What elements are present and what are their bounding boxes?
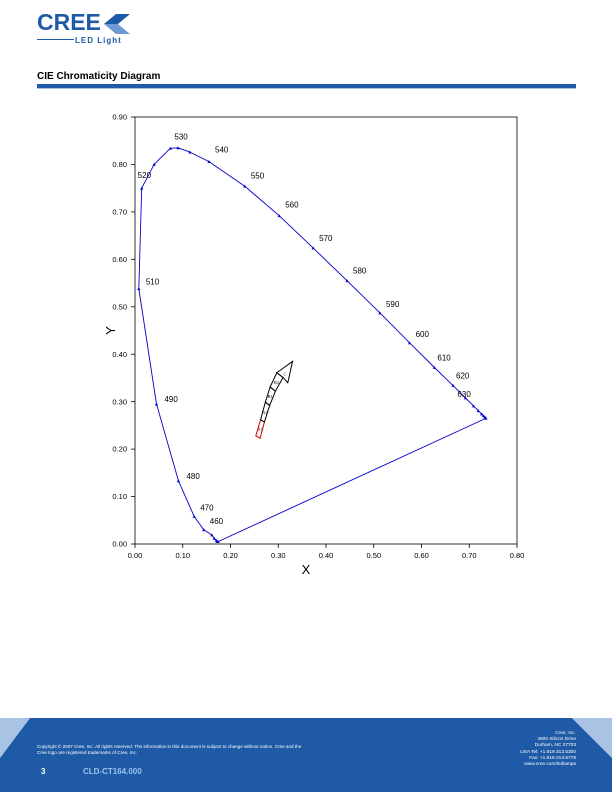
y-tick-label: 0.80: [112, 160, 127, 170]
x-tick-label: 0.50: [366, 551, 382, 560]
wavelength-label: 530: [174, 132, 188, 142]
y-tick-label: 0.30: [112, 397, 127, 407]
header-rule-light: [37, 88, 576, 89]
y-tick-label: 0.70: [112, 207, 127, 217]
locus-point: [140, 187, 143, 190]
wavelength-label: 520: [137, 171, 152, 181]
bin-label: B1: [267, 394, 273, 400]
wavelength-label: 580: [353, 266, 367, 276]
address-line: Durham, NC 27703: [534, 743, 576, 749]
locus-point: [193, 515, 196, 518]
bin-label: B2: [273, 379, 279, 385]
address-line: Cree, Inc.: [555, 731, 576, 736]
wavelength-label: 550: [250, 171, 265, 181]
y-tick-label: 0.10: [112, 492, 127, 502]
logo-wordmark: CREE: [37, 9, 101, 35]
address-line: USA Tel: +1.919.313.5300: [520, 749, 576, 755]
wavelength-label: 470: [200, 503, 214, 513]
address-line: 4600 Silicon Drive: [537, 737, 576, 743]
y-axis-label: Y: [103, 326, 118, 335]
y-tick-label: 0.60: [112, 254, 127, 264]
x-tick-label: 0.80: [509, 551, 525, 560]
copyright-line-1: Copyright © 2007 Cree, Inc. All rights reserved. The information in this document is subject to change without notice. Cree and the: [37, 744, 302, 749]
copyright-line-2: Cree logo are registered trademarks of Cree, Inc.: [37, 750, 138, 755]
wavelength-label: 510: [145, 277, 160, 287]
locus-point: [177, 479, 180, 482]
company-address: [520, 731, 576, 768]
x-tick-label: 0.30: [270, 551, 286, 560]
bin-label: A1: [257, 426, 263, 432]
wavelength-label: 490: [164, 395, 178, 405]
locus-point: [155, 402, 158, 405]
logo-underline: [37, 39, 74, 40]
logo-subtitle: LED Light: [75, 36, 122, 45]
address-line: Fax: +1.919.313.5778: [529, 755, 576, 761]
document-id: CLD-CT164.000: [83, 767, 142, 776]
bin-label: C: [283, 371, 287, 377]
footer-fold-right: [572, 718, 612, 758]
y-tick-label: 0.20: [112, 444, 127, 454]
chart-axes: [112, 113, 524, 560]
locus-point: [137, 287, 140, 290]
page-number: 3: [41, 767, 46, 776]
y-tick-label: 0.50: [112, 302, 127, 312]
wavelength-label: 570: [319, 233, 333, 243]
wavelength-label: 540: [215, 145, 229, 155]
x-tick-label: 0.70: [461, 551, 477, 560]
wavelength-labels: [138, 132, 472, 525]
y-tick-label: 0.40: [112, 349, 127, 359]
spectral-locus-line: [139, 145, 486, 542]
x-tick-label: 0.00: [127, 551, 143, 560]
copyright-text: [37, 744, 457, 756]
wavelength-label: 590: [385, 299, 400, 309]
footer-fold-left: [0, 718, 30, 758]
wavelength-label: 460: [209, 516, 224, 526]
section-title: CIE Chromaticity Diagram: [37, 71, 161, 82]
wavelength-label: 630: [457, 389, 471, 399]
wavelength-label: 560: [285, 200, 299, 210]
x-tick-label: 0.60: [414, 551, 429, 560]
x-tick-label: 0.10: [175, 551, 191, 560]
website-link[interactable]: www.cree.com/ledlamps: [524, 762, 576, 768]
wavelength-label: 610: [437, 353, 451, 363]
x-tick-label: 0.20: [223, 551, 238, 560]
bin-label: A2: [262, 410, 268, 416]
wavelength-label: 480: [186, 471, 200, 481]
spectral-locus: [137, 146, 487, 543]
y-tick-label: 0.00: [112, 539, 127, 549]
color-bins: [256, 361, 293, 438]
x-tick-label: 0.40: [318, 551, 334, 560]
logo-diamond-icon: [104, 14, 130, 34]
cree-logo: [37, 11, 101, 34]
wavelength-label: 600: [415, 329, 429, 339]
cie-chromaticity-chart: [95, 105, 535, 585]
x-axis-label: X: [301, 562, 311, 577]
y-tick-label: 0.90: [112, 112, 127, 122]
wavelength-label: 620: [456, 371, 470, 381]
